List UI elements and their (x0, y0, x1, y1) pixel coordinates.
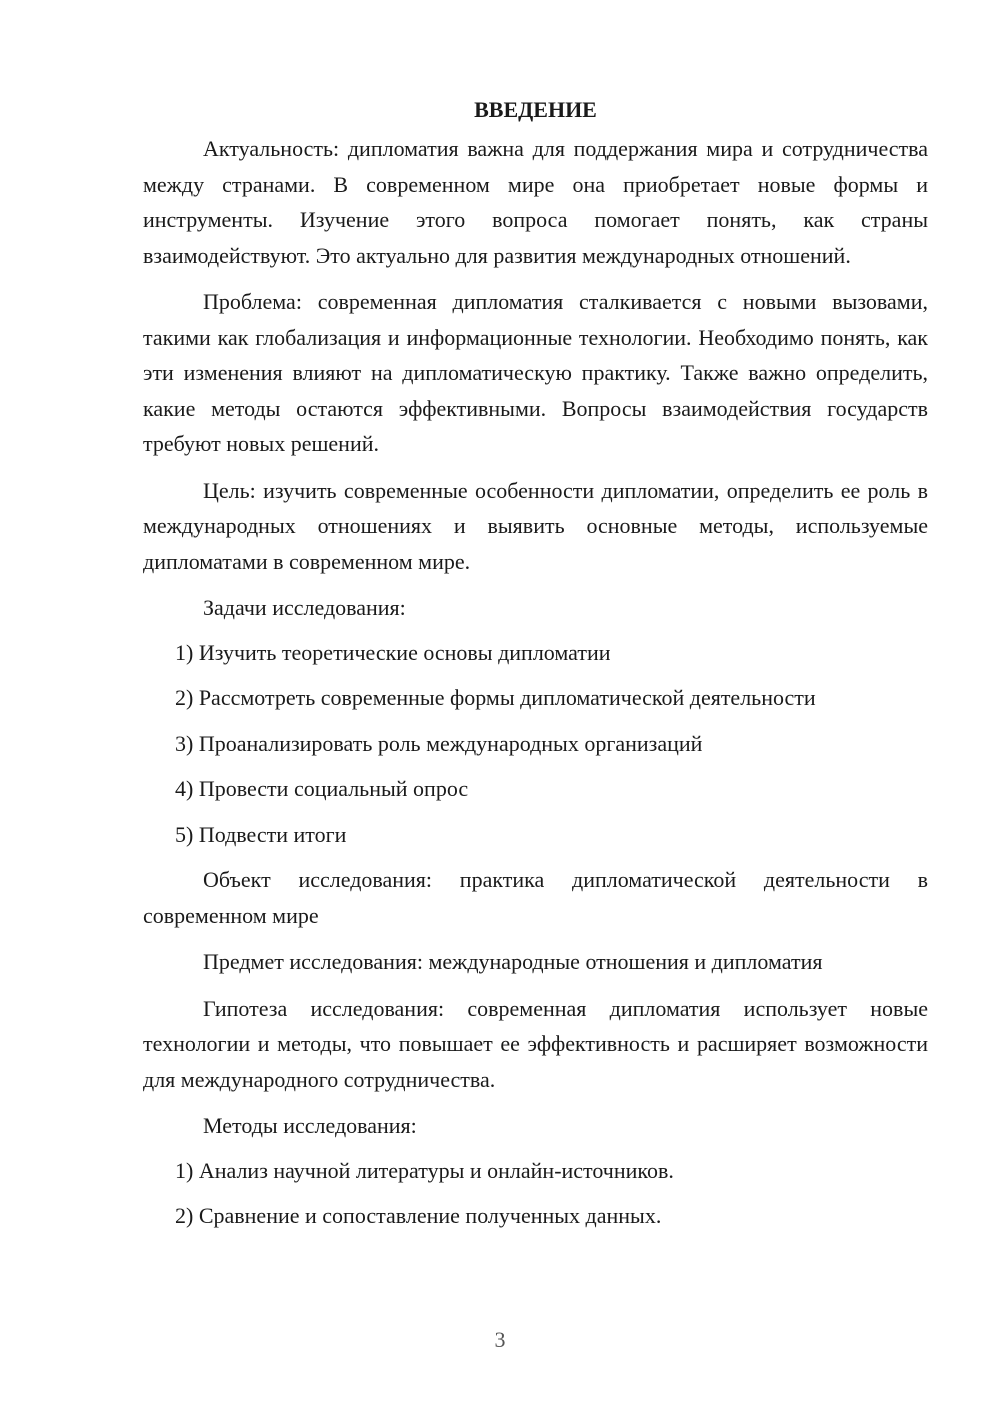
relevance-paragraph: Актуальность: дипломатия важна для поддержания мира и сотрудничества между странами. В современном мире она приобретает новые формы и инструменты. Изучение этого вопроса помогает понять, как страны взаимодействуют. Это актуально для развития международных отношений. (143, 136, 928, 268)
goal-paragraph: Цель: изучить современные особенности дипломатии, определить ее роль в международных отношениях и выявить основные методы, используемые дипломатами в современном мире. (143, 477, 928, 574)
list-item: 2) Сравнение и сопоставление полученных данных. (175, 1203, 662, 1228)
list-item: 2) Рассмотреть современные формы дипломатической деятельности (175, 685, 816, 710)
list-item: 5) Подвести итоги (175, 821, 347, 847)
page-title: ВВЕДЕНИЕ (474, 97, 597, 122)
problem-paragraph: Проблема: современная дипломатия сталкивается с новыми вызовами, такими как глобализация и информационные технологии. Необходимо понять, как эти изменения влияют на дипломатическую практику. Также важно определить, какие методы остаются эффективными. Вопросы взаимодействия государств требуют новых решений. (143, 289, 928, 456)
tasks-list (143, 635, 928, 853)
subject-paragraph: Предмет исследования: международные отношения и дипломатия (203, 949, 823, 974)
page-number: 3 (494, 1327, 506, 1352)
tasks-heading: Задачи исследования: (203, 595, 406, 620)
list-item: 3) Проанализировать роль международных организаций (175, 730, 703, 756)
hypothesis-paragraph: Гипотеза исследования: современная дипломатия использует новые технологии и методы, что повышает ее эффективность и расширяет возможности для международного сотрудничества. (143, 995, 928, 1092)
methods-heading: Методы исследования: (203, 1113, 417, 1138)
list-item: 1) Анализ научной литературы и онлайн-источников. (175, 1157, 674, 1183)
methods-list (143, 1153, 928, 1234)
document-page (143, 92, 928, 1244)
list-item: 4) Провести социальный опрос (175, 776, 469, 801)
object-paragraph: Объект исследования: практика дипломатической деятельности в современном мире (143, 867, 928, 928)
list-item: 1) Изучить теоретические основы дипломатии (175, 639, 611, 665)
